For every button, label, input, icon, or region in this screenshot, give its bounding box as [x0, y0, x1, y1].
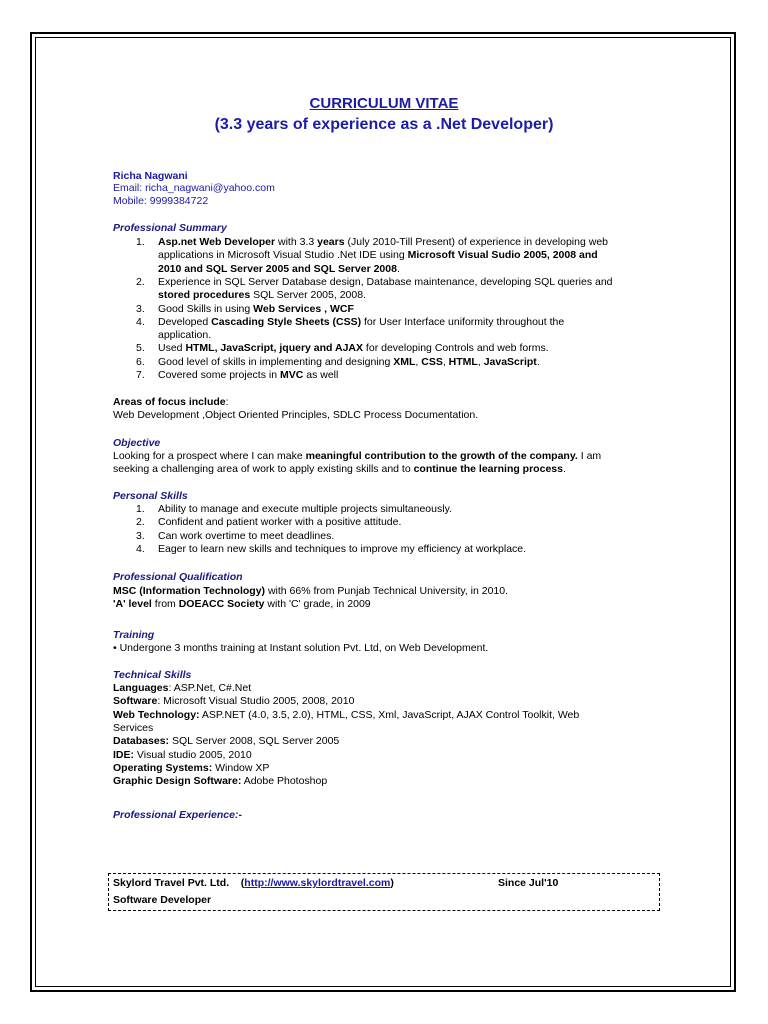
company-website-link[interactable]: http://www.skylordtravel.com — [244, 877, 391, 889]
summary-item-line — [158, 249, 598, 261]
text-segment: : Microsoft Visual Studio 2005, 2008, 2010 — [157, 695, 355, 708]
text-segment: as well — [303, 369, 339, 381]
employment-since: Since Jul'10 — [498, 877, 559, 889]
bold-text: Operating Systems: — [113, 761, 213, 774]
candidate-name: Richa Nagwani — [113, 170, 188, 182]
text-segment: (July 2010-Till Present) of experience in developing web — [344, 236, 608, 248]
bold-text: 2010 and SQL Server 2005 and SQL Server 2008 — [158, 262, 397, 275]
summary-item-line — [158, 369, 338, 381]
technical-skill-line — [113, 682, 251, 694]
text-segment: I am — [577, 450, 602, 462]
personal-skill-text: Can work overtime to meet deadlines. — [158, 529, 335, 542]
technical-skill-line — [113, 722, 153, 734]
text-segment: Covered some projects in — [158, 369, 280, 381]
summary-heading: Professional Summary — [113, 222, 227, 234]
focus-block — [113, 396, 229, 408]
text-segment: : ASP.Net, C#.Net — [168, 682, 252, 694]
training-heading: Training — [113, 629, 155, 641]
summary-item-line — [158, 236, 608, 248]
text-segment: Adobe Photoshop — [241, 775, 328, 788]
bold-text: years — [317, 236, 345, 248]
bold-text: HTML — [448, 355, 478, 368]
job-role: Software Developer — [113, 894, 212, 906]
summary-item-number: 4. — [136, 315, 145, 328]
technical-skill-line — [113, 735, 339, 747]
summary-item-line — [158, 263, 400, 275]
focus-label: Areas of focus include — [113, 396, 226, 408]
text-segment: Window XP — [212, 761, 270, 774]
summary-item-line — [158, 342, 549, 354]
objective-heading: Objective — [113, 437, 161, 449]
text-segment: . — [396, 262, 400, 275]
text-segment: application. — [158, 329, 212, 342]
bold-text: Graphic Design Software: — [113, 775, 242, 788]
bold-text: MSC (Information Technology) — [113, 585, 266, 597]
personal-skills-heading: Personal Skills — [113, 490, 188, 502]
bold-text: 'A' level — [113, 598, 152, 611]
summary-item-line — [158, 289, 366, 301]
bold-text: JavaScript — [483, 355, 537, 368]
text-segment: SQL Server 2005, 2008. — [250, 289, 366, 302]
text-segment: Visual studio 2005, 2010 — [134, 748, 252, 761]
contact-email: Email: richa_nagwani@yahoo.com — [113, 182, 275, 194]
qualification-line — [113, 585, 508, 597]
personal-skill-text: Confident and patient worker with a positive attitude. — [158, 516, 402, 529]
company-link-close: ) — [390, 877, 394, 889]
text-segment: Experience in SQL Server Database design, Database maintenance, developing SQL queries and — [158, 275, 613, 288]
bold-text: continue the learning process — [413, 463, 563, 476]
summary-item-number: 7. — [136, 369, 145, 381]
text-segment: SQL Server 2008, SQL Server 2005 — [169, 735, 340, 748]
technical-skill-line — [113, 695, 354, 707]
bold-text: Asp.net Web Developer — [158, 236, 276, 248]
focus-colon: : — [225, 396, 229, 408]
summary-item-line — [158, 303, 354, 315]
training-text: • Undergone 3 months training at Instant solution Pvt. Ltd, on Web Development. — [113, 642, 489, 654]
experience-heading: Professional Experience:- — [113, 809, 242, 821]
bold-text: Web Technology: — [113, 708, 200, 721]
text-segment: with 3.3 — [275, 236, 318, 248]
bold-text: Databases: — [113, 735, 170, 748]
summary-item-number: 2. — [136, 275, 145, 288]
text-segment: with 66% from Punjab Technical University, in 2010. — [265, 585, 509, 597]
personal-skill-number: 2. — [136, 516, 145, 529]
text-segment: applications in Microsoft Visual Studio .Net IDE using — [158, 249, 408, 262]
summary-item-line — [158, 316, 564, 328]
bold-text: Languages — [113, 682, 169, 694]
text-segment: for developing Controls and web forms. — [363, 342, 549, 355]
summary-item-line — [158, 329, 211, 341]
text-segment: Good Skills in using — [158, 302, 254, 315]
personal-skill-text: Eager to learn new skills and techniques to improve my efficiency at workplace. — [158, 542, 527, 555]
bold-text: Software — [113, 695, 158, 708]
text-segment: Used — [158, 342, 186, 355]
summary-item-number: 1. — [136, 236, 145, 248]
technical-skill-line — [113, 762, 269, 774]
experience-company-line — [113, 877, 394, 889]
text-segment: seeking a challenging area of work to apply existing skills and to — [113, 463, 414, 476]
text-segment: from — [151, 598, 179, 611]
objective-line — [113, 450, 601, 462]
text-segment: ASP.NET (4.0, 3.5, 2.0), HTML, CSS, Xml, JavaScript, AJAX Control Toolkit, Web — [199, 708, 580, 721]
text-segment: Looking for a prospect where I can make — [113, 450, 306, 462]
qualification-heading: Professional Qualification — [113, 571, 243, 583]
text-segment: Services — [113, 721, 154, 734]
text-segment: Good level of skills in implementing and designing — [158, 355, 394, 368]
text-segment: , — [477, 355, 484, 368]
technical-skills-heading: Technical Skills — [113, 669, 192, 681]
summary-item-number: 5. — [136, 342, 145, 355]
bold-text: IDE: — [113, 748, 134, 761]
text-segment: for User Interface uniformity throughout the — [361, 315, 565, 328]
summary-item-number: 6. — [136, 355, 145, 368]
technical-skill-line — [113, 749, 252, 761]
bold-text: CSS — [421, 355, 443, 368]
objective-line — [113, 463, 566, 475]
bold-text: XML — [393, 355, 416, 368]
text-segment: Developed — [158, 315, 212, 328]
bold-text: Cascading Style Sheets (CSS) — [211, 315, 362, 328]
text-segment: . — [562, 463, 566, 476]
personal-skill-number: 3. — [136, 529, 145, 542]
bold-text: meaningful contribution to the growth of the company. — [305, 450, 578, 462]
bold-text: stored procedures — [158, 289, 251, 302]
personal-skill-text: Ability to manage and execute multiple projects simultaneously. — [158, 503, 452, 515]
bold-text: DOEACC Society — [178, 598, 265, 611]
text-segment: , — [415, 355, 422, 368]
bold-text: Web Services , WCF — [253, 302, 354, 315]
text-segment: with 'C' grade, in 2009 — [264, 598, 371, 611]
text-segment: . — [536, 355, 540, 368]
document-subtitle: (3.3 years of experience as a .Net Developer) — [214, 116, 554, 133]
text-segment: , — [442, 355, 449, 368]
summary-item-line — [158, 276, 613, 288]
personal-skill-number: 1. — [136, 503, 145, 515]
technical-skill-line — [113, 775, 327, 787]
qualification-line — [113, 598, 371, 610]
document-title: CURRICULUM VITAE — [309, 95, 459, 112]
company-link-open: ( — [240, 877, 245, 889]
contact-mobile: Mobile: 9999384722 — [113, 195, 209, 207]
company-name: Skylord Travel Pvt. Ltd. — [113, 877, 230, 889]
personal-skill-number: 4. — [136, 542, 145, 555]
summary-item-number: 3. — [136, 302, 145, 315]
focus-text: Web Development ,Object Oriented Principles, SDLC Process Documentation. — [113, 409, 479, 421]
summary-item-line — [158, 356, 540, 368]
bold-text: HTML, JavaScript, jquery and AJAX — [185, 342, 364, 355]
bold-text: MVC — [279, 369, 304, 381]
technical-skill-line — [113, 709, 579, 721]
bold-text: Microsoft Visual Sudio 2005, 2008 and — [407, 249, 598, 262]
